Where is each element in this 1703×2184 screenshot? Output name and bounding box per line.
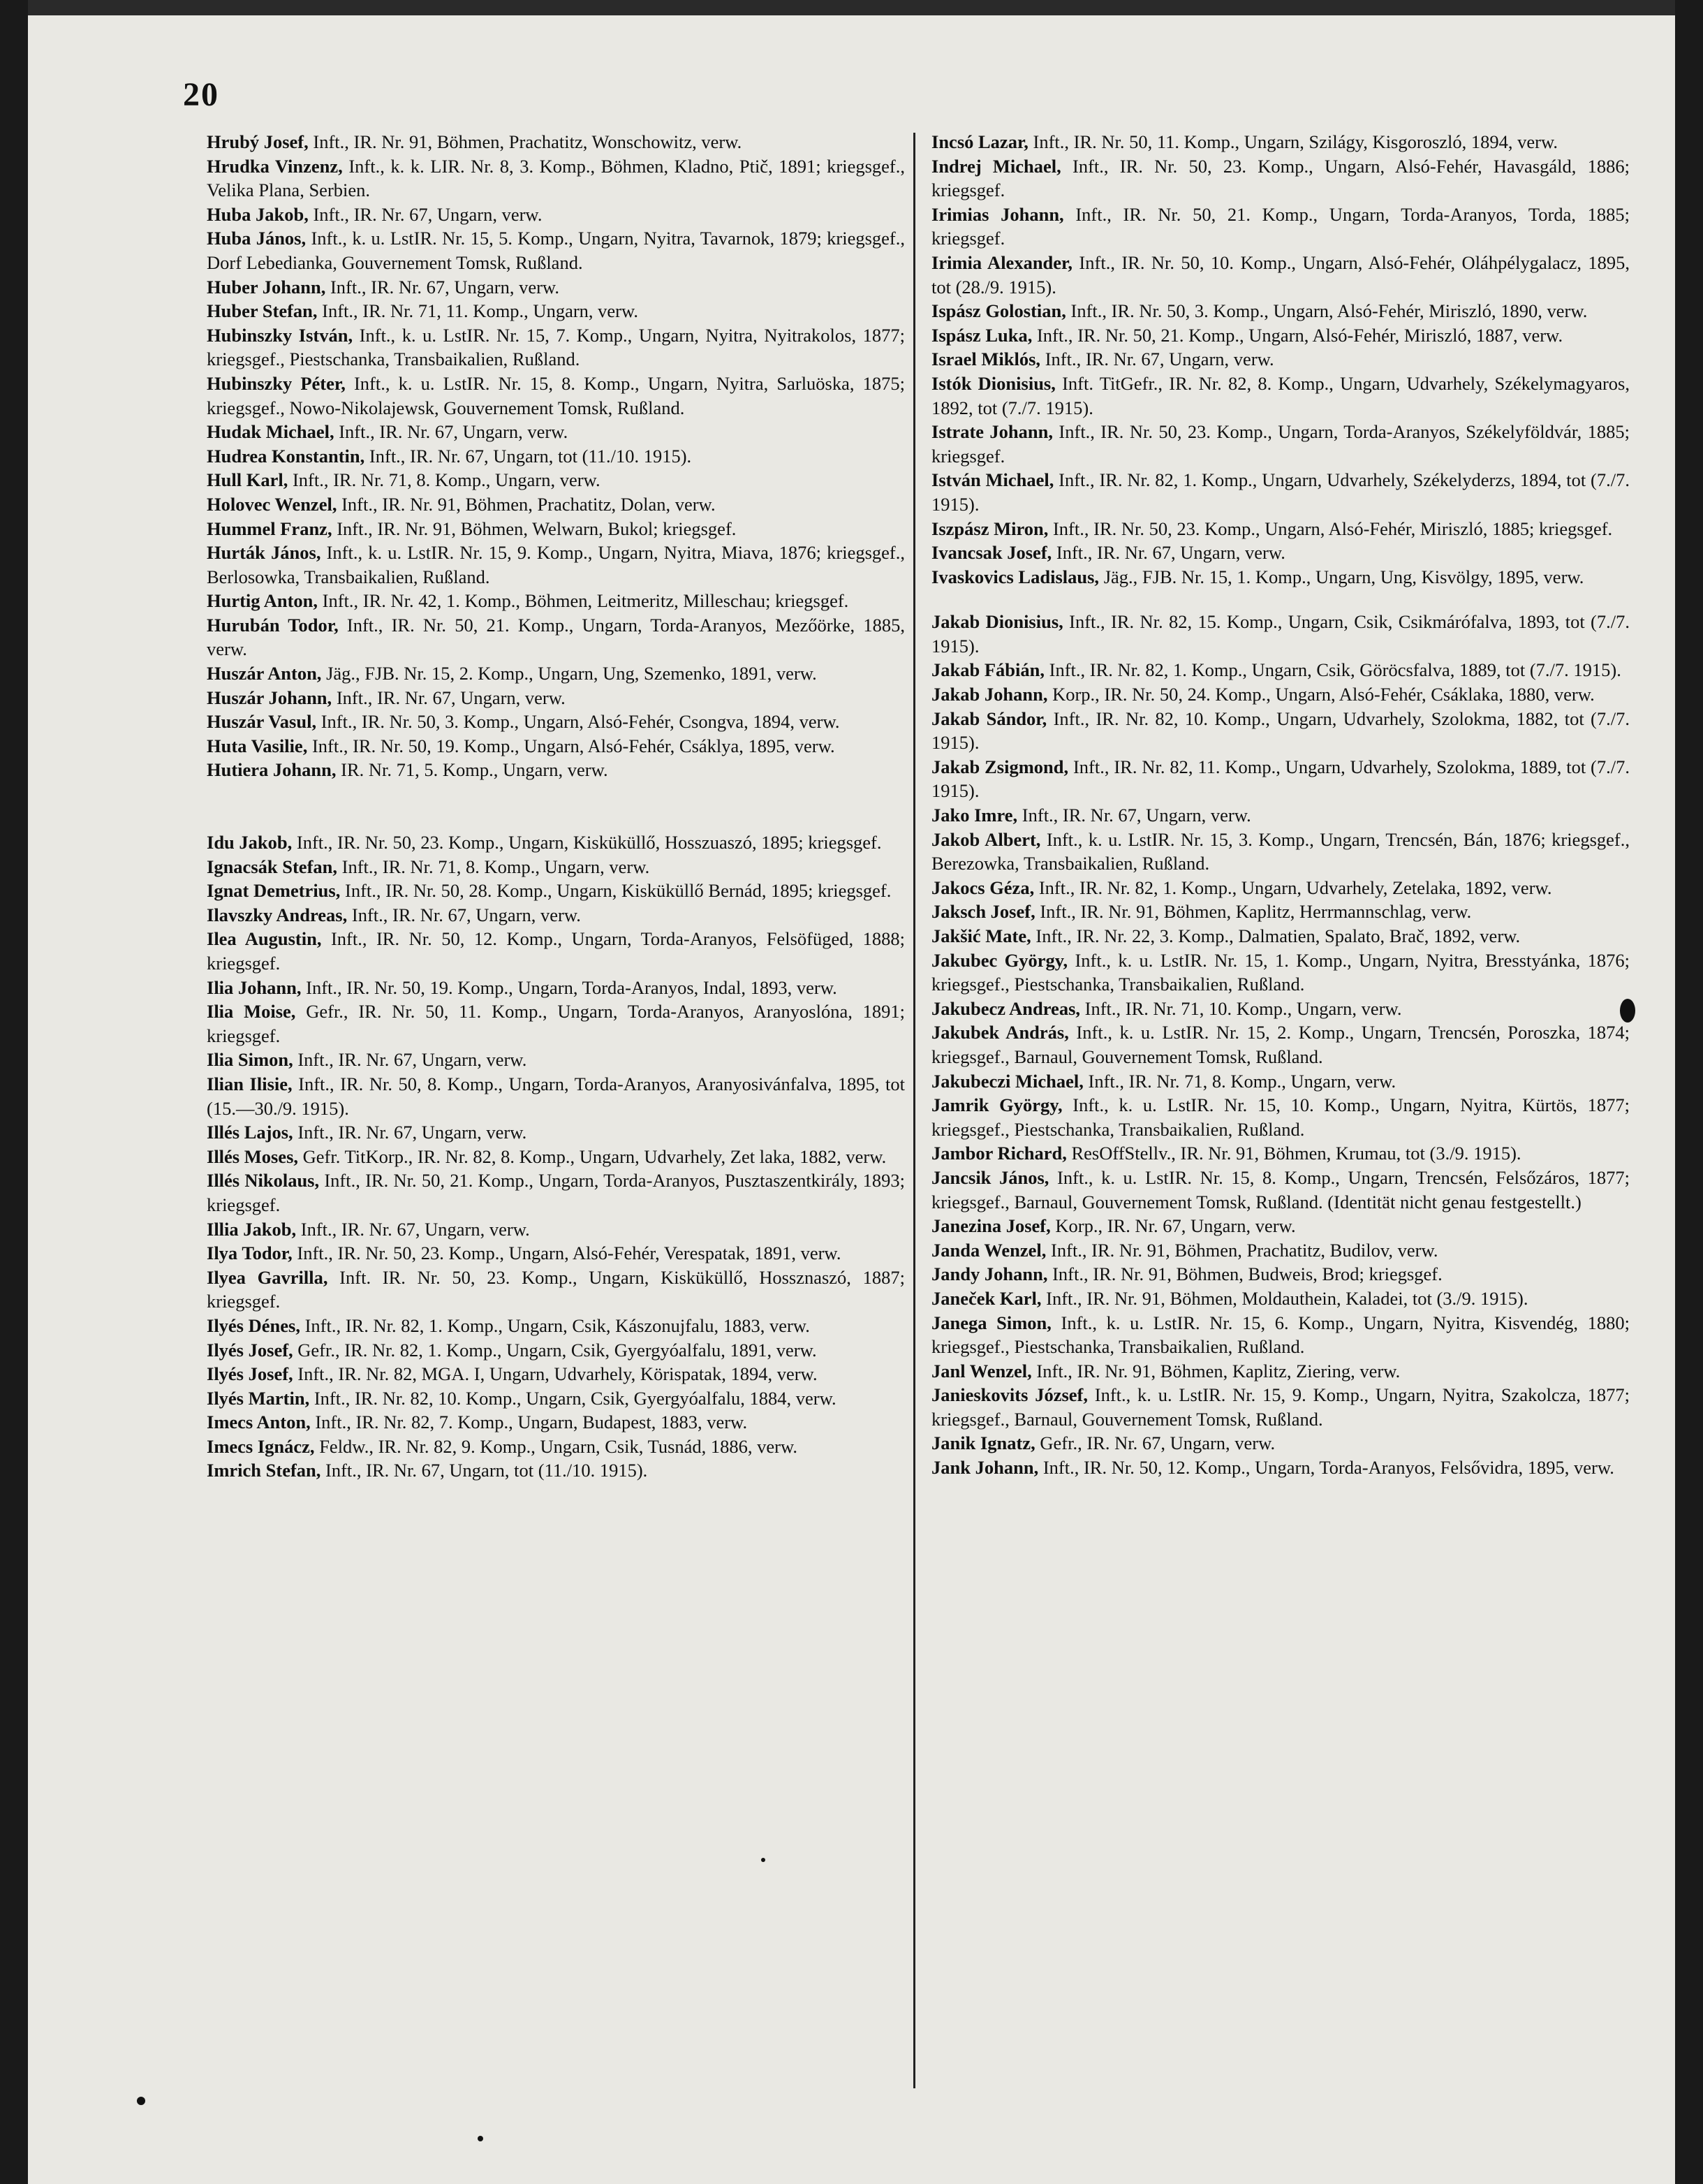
entry-name: Ilya Todor, [207,1243,293,1264]
entry-group-j [931,610,1630,1479]
entry-details: Inft., IR. Nr. 67, Ungarn, verw. [325,276,559,298]
entry-name: Ilyés Martin, [207,1387,310,1409]
register-entry [931,251,1630,299]
register-entry [207,492,905,517]
register-entry [207,927,905,975]
entry-details: Inft., k. u. LstIR. Nr. 15, 1. Komp., Ungarn, Nyitra, Bresstyánka, 1876; kriegsgef., Piestschanka, Transbaikalien, Rußland. [931,949,1630,995]
entry-details: Inft., IR. Nr. 71, 8. Komp., Ungarn, verw. [288,469,600,491]
entry-name: Ilea Augustin, [207,928,322,950]
register-entry [931,1166,1630,1214]
entry-name: Ilia Moise, [207,1001,296,1023]
entry-name: Ivancsak Josef, [931,542,1052,564]
entry-name: Hudrea Konstantin, [207,445,365,467]
register-entry [931,1069,1630,1094]
entry-name: Huszár Johann, [207,687,332,708]
entry-details: Inft., IR. Nr. 50, 19. Komp., Ungarn, Alsó-Fehér, Csáklya, 1895, verw. [307,735,835,756]
register-entry [207,1241,905,1266]
entry-details: Jäg., FJB. Nr. 15, 2. Komp., Ungarn, Ung, Szemenko, 1891, verw. [321,663,817,684]
register-entry [207,203,905,227]
entry-group-i [207,830,905,1483]
entry-details: Gefr., IR. Nr. 67, Ungarn, verw. [1035,1432,1276,1454]
entry-details: Inft., k. u. LstIR. Nr. 15, 8. Komp., Ungarn, Nyitra, Sarluöska, 1875; kriegsgef., Nowo-Nikolajewsk, Gouvernement Tomsk, Rußland. [207,372,905,418]
entry-name: Jank Johann, [931,1457,1039,1479]
register-entry [931,658,1630,682]
register-entry [931,1456,1630,1480]
entry-details: Inft., IR. Nr. 50, 19. Komp., Ungarn, Torda-Aranyos, Indal, 1893, verw. [301,976,837,998]
entry-details: Inft., IR. Nr. 91, Böhmen, Kaplitz, Herrmannschlag, verw. [1035,901,1472,923]
entry-details: Feldw., IR. Nr. 82, 9. Komp., Ungarn, Csik, Tusnád, 1886, verw. [314,1435,798,1457]
register-entry [931,517,1630,541]
entry-details: Inft., IR. Nr. 67, Ungarn, tot (11./10. 1915). [364,445,692,467]
entry-details: Inft., k. u. LstIR. Nr. 15, 6. Komp., Ungarn, Nyitra, Kisvendég, 1880; kriegsgef., Piestschanka, Transbaikalien, Rußland. [931,1312,1630,1358]
entry-name: Hull Karl, [207,469,288,491]
entry-details: Inft., IR. Nr. 22, 3. Komp., Dalmatien, Spalato, Brač, 1892, verw. [1031,925,1521,946]
entry-details: Gefr. TitKorp., IR. Nr. 82, 8. Komp., Ungarn, Udvarhely, Zet laka, 1882, verw. [298,1145,887,1167]
entry-details: Inft., k. u. LstIR. Nr. 15, 9. Komp., Ungarn, Nyitra, Miava, 1876; kriegsgef., Berlosowka, Transbaikalien, Rußland. [207,542,905,587]
register-entry [207,710,905,734]
entry-name: Jamrik György, [931,1094,1063,1116]
scan-border-left [0,0,28,2184]
entry-name: Imecs Ignácz, [207,1435,315,1457]
entry-details: Inft., IR. Nr. 82, 7. Komp., Ungarn, Budapest, 1883, verw. [310,1412,748,1433]
entry-name: Ilyea Gavrilla, [207,1266,328,1288]
entry-name: Ilyés Dénes, [207,1314,300,1336]
entry-details: Inft., IR. Nr. 91, Böhmen, Prachatitz, Dolan, verw. [337,493,716,515]
entry-name: Incsó Lazar, [931,131,1029,152]
entry-details: Inft., IR. Nr. 50, 8. Komp., Ungarn, Torda-Aranyos, Aranyosivánfalva, 1895, tot (15.—30./9. 1915). [207,1073,905,1119]
entry-details: Inft., k. u. LstIR. Nr. 15, 8. Komp., Ungarn, Trencsén, Felsőzáros, 1877; kriegsgef., Barnaul, Gouvernement Tomsk, Rußland. (Identität nicht genau festgestellt.) [931,1166,1630,1212]
entry-name: Ignat Demetrius, [207,880,341,902]
register-entry [207,130,905,154]
entry-name: Imrich Stefan, [207,1460,321,1481]
entry-details: IR. Nr. 71, 5. Komp., Ungarn, verw. [336,759,608,781]
entry-name: Jakubecz Andreas, [931,997,1081,1019]
register-entry [931,299,1630,323]
right-column [931,130,1630,1480]
entry-details: Inft., IR. Nr. 50, 11. Komp., Ungarn, Szilágy, Kisgoroszló, 1894, verw. [1028,131,1558,152]
entry-name: Jakocs Géza, [931,877,1035,898]
register-entry [931,468,1630,516]
entry-details: Inft., IR. Nr. 50, 3. Komp., Ungarn, Alsó-Fehér, Miriszló, 1890, verw. [1066,300,1588,322]
page-number: 20 [183,76,219,113]
entry-name: Jakubec György, [931,949,1068,971]
entry-name: Ilavszky Andreas, [207,904,348,925]
entry-name: Ilia Johann, [207,976,302,998]
entry-details: Inft., IR. Nr. 50, 3. Komp., Ungarn, Alsó-Fehér, Csongva, 1894, verw. [316,711,840,733]
register-entry [207,420,905,444]
ink-speck [478,2136,483,2141]
register-entry [207,1217,905,1242]
entry-details: Inft., IR. Nr. 50, 12. Komp., Ungarn, Torda-Aranyos, Felsővidra, 1895, verw. [1038,1457,1614,1479]
entry-details: Inft., IR. Nr. 67, Ungarn, verw. [334,421,568,443]
register-entry [207,323,905,372]
entry-details: Inft., IR. Nr. 91, Böhmen, Welwarn, Bukol; kriegsgef. [332,518,737,539]
entry-name: Ispász Luka, [931,324,1033,346]
register-entry [207,589,905,613]
register-entry [207,879,905,903]
entry-name: Huta Vasilie, [207,735,308,756]
register-entry [207,903,905,928]
entry-details: Inft., IR. Nr. 50, 28. Komp., Ungarn, Kisküküllő Bernád, 1895; kriegsgef. [340,880,892,902]
entry-details: Inft., IR. Nr. 82, 15. Komp., Ungarn, Csik, Csikmárófalva, 1893, tot (7./7. 1915). [931,611,1630,657]
entry-name: Jakubek András, [931,1022,1069,1043]
register-entry [207,830,905,855]
ink-speck [137,2097,145,2105]
register-entry [207,976,905,1000]
entry-name: Jakob Albert, [931,828,1041,850]
register-entry [931,1287,1630,1311]
entry-name: Illés Nikolaus, [207,1170,320,1192]
scan-border-right [1675,0,1703,2184]
entry-name: Janl Wenzel, [931,1360,1032,1382]
entry-name: Ivaskovics Ladislaus, [931,566,1100,587]
entry-name: Jakab Sándor, [931,708,1047,729]
register-entry [207,1266,905,1314]
entry-name: Hubinszky Péter, [207,372,346,394]
entry-name: Jakab Zsigmond, [931,756,1069,777]
register-entry [931,420,1630,468]
entry-name: Jakab Fábián, [931,659,1045,681]
entry-group-i-continued [931,130,1630,589]
entry-details: Inft., k. k. LIR. Nr. 8, 3. Komp., Böhmen, Kladno, Ptič, 1891; kriegsgef., Velika Plana, Serbien. [207,155,905,201]
register-entry [207,372,905,420]
section-gap [207,782,905,830]
register-entry [207,855,905,879]
entry-name: Janeček Karl, [931,1287,1042,1309]
register-entry [207,661,905,686]
register-entry [207,154,905,203]
register-entry [931,900,1630,924]
entry-details: Inft., IR. Nr. 50, 23. Komp., Ungarn, Kisküküllő, Hosszuaszó, 1895; kriegsgef. [292,832,882,853]
entry-details: Inft., IR. Nr. 67, Ungarn, verw. [347,904,581,925]
register-entry [207,999,905,1048]
entry-details: Inft., IR. Nr. 82, 10. Komp., Ungarn, Csik, Gyergyóalfalu, 1884, verw. [309,1387,836,1409]
register-entry [207,1458,905,1483]
entry-details: Korp., IR. Nr. 67, Ungarn, verw. [1050,1215,1296,1237]
entry-name: Huszár Anton, [207,663,322,684]
entry-name: Hrubý Josef, [207,131,309,152]
entry-name: Illia Jakob, [207,1218,297,1240]
entry-name: Jakab Johann, [931,684,1048,705]
entry-details: Inft., IR. Nr. 50, 23. Komp., Ungarn, Alsó-Fehér, Miriszló, 1885; kriegsgef. [1048,518,1613,539]
register-entry [931,203,1630,251]
entry-group-h [207,130,905,782]
entry-details: Inft., IR. Nr. 67, Ungarn, verw. [293,1122,527,1143]
entry-details: Inft., IR. Nr. 82, 1. Komp., Ungarn, Csik, Göröcsfalva, 1889, tot (7./7. 1915). [1045,659,1621,681]
entry-name: Illés Lajos, [207,1122,293,1143]
register-entry [207,1314,905,1338]
entry-details: Inft. TitGefr., IR. Nr. 82, 8. Komp., Ungarn, Udvarhely, Székelymagyaros, 1892, tot (7./7. 1915). [931,372,1630,418]
entry-details: Inft., IR. Nr. 91, Böhmen, Budweis, Brod; kriegsgef. [1047,1263,1443,1285]
entry-details: Inft., IR. Nr. 91, Böhmen, Kaplitz, Ziering, verw. [1031,1360,1401,1382]
ink-blot [1620,999,1635,1023]
entry-details: Inft., IR. Nr. 50, 23. Komp., Ungarn, Alsó-Fehér, Verespatak, 1891, verw. [292,1243,841,1264]
entry-details: Inft., IR. Nr. 50, 21. Komp., Ungarn, Torda-Aranyos, Torda, 1885; kriegsgef. [931,203,1630,249]
register-entry [207,468,905,492]
entry-name: Idu Jakob, [207,832,293,853]
register-entry [207,1048,905,1072]
entry-name: Hurták János, [207,542,321,564]
entry-name: Hubinszky István, [207,324,353,346]
entry-name: István Michael, [931,469,1054,491]
register-entry [931,997,1630,1021]
register-entry [931,372,1630,420]
register-entry [931,948,1630,997]
entry-details: Inft., k. u. LstIR. Nr. 15, 9. Komp., Ungarn, Nyitra, Szakolcza, 1877; kriegsgef., Barnaul, Gouvernement Tomsk, Rußland. [931,1384,1630,1430]
entry-details: Inft., IR. Nr. 82, 1. Komp., Ungarn, Csik, Kászonujfalu, 1883, verw. [300,1314,810,1336]
register-entry [931,828,1630,876]
entry-details: ResOffStellv., IR. Nr. 91, Böhmen, Krumau, tot (3./9. 1915). [1066,1143,1521,1164]
entry-details: Inft., IR. Nr. 82, 1. Komp., Ungarn, Udvarhely, Székelyderzs, 1894, tot (7./7. 1915). [931,469,1630,515]
entry-name: Hurubán Todor, [207,614,339,636]
entry-details: Inft., IR. Nr. 50, 21. Komp., Ungarn, Alsó-Fehér, Miriszló, 1887, verw. [1032,324,1563,346]
register-entry [931,707,1630,755]
left-column [207,130,905,1483]
entry-name: Ispász Golostian, [931,300,1066,322]
register-entry [931,610,1630,658]
entry-name: Irimias Johann, [931,203,1064,225]
register-entry [931,682,1630,707]
entry-details: Inft., IR. Nr. 50, 23. Komp., Ungarn, Torda-Aranyos, Székelyföldvár, 1885; kriegsgef. [931,421,1630,467]
register-entry [207,1145,905,1169]
entry-details: Inft., k. u. LstIR. Nr. 15, 5. Komp., Ungarn, Nyitra, Tavarnok, 1879; kriegsgef., Dorf Lebedianka, Gouvernement Tomsk, Rußland. [207,228,906,273]
register-entry [931,1214,1630,1238]
entry-name: Huba Jakob, [207,203,309,225]
register-entry [931,1020,1630,1069]
entry-details: Korp., IR. Nr. 50, 24. Komp., Ungarn, Alsó-Fehér, Csáklaka, 1880, verw. [1047,684,1595,705]
register-entry [207,1072,905,1120]
entry-name: Ilia Simon, [207,1049,293,1071]
entry-details: Inft., IR. Nr. 71, 10. Komp., Ungarn, verw. [1080,997,1402,1019]
register-entry [931,1262,1630,1287]
register-entry [207,275,905,300]
register-entry [207,613,905,661]
entry-name: Huber Stefan, [207,300,318,322]
entry-details: Inft., k. u. LstIR. Nr. 15, 10. Komp., Ungarn, Nyitra, Kürtös, 1877; kriegsgef., Piestschanka, Transbaikalien, Rußland. [931,1094,1630,1140]
register-entry [931,154,1630,203]
register-entry [931,1383,1630,1431]
entry-name: Hummel Franz, [207,518,332,539]
entry-details: Inft., IR. Nr. 91, Böhmen, Moldauthein, Kaladei, tot (3./9. 1915). [1041,1287,1528,1309]
column-divider [913,133,915,2088]
entry-name: Janik Ignatz, [931,1432,1035,1454]
entry-name: Irimia Alexander, [931,251,1073,273]
entry-name: Hrudka Vinzenz, [207,155,343,177]
register-entry [207,686,905,710]
register-entry [207,1168,905,1217]
entry-name: Hudak Michael, [207,421,334,443]
entry-details: Inft., k. u. LstIR. Nr. 15, 3. Komp., Ungarn, Trencsén, Bán, 1876; kriegsgef., Berezowka, Transbaikalien, Rußland. [931,828,1630,874]
entry-name: Hutiera Johann, [207,759,337,781]
entry-name: Holovec Wenzel, [207,493,337,515]
entry-details: Inft., IR. Nr. 67, Ungarn, verw. [1052,542,1285,564]
entry-name: Huba János, [207,228,307,249]
entry-details: Inft., IR. Nr. 50, 21. Komp., Ungarn, Torda-Aranyos, Mezőörke, 1885, verw. [207,614,905,660]
register-entry [207,541,905,589]
register-entry [207,444,905,469]
entry-name: Ignacsák Stefan, [207,856,338,877]
ink-speck [761,1858,765,1862]
entry-details: Inft., IR. Nr. 91, Böhmen, Prachatitz, Wonschowitz, verw. [308,131,742,152]
entry-details: Inft., IR. Nr. 71, 8. Komp., Ungarn, verw. [1083,1070,1396,1092]
register-entry [931,1141,1630,1166]
entry-name: Janieskovits József, [931,1384,1088,1406]
register-entry [207,1362,905,1386]
register-entry [207,1386,905,1411]
entry-name: Israel Miklós, [931,349,1041,370]
entry-details: Jäg., FJB. Nr. 15, 1. Komp., Ungarn, Ung, Kisvölgy, 1895, verw. [1099,566,1584,587]
entry-details: Inft., IR. Nr. 50, 21. Komp., Ungarn, Torda-Aranyos, Pusztaszentkirály, 1893; kriegsgef. [207,1170,905,1215]
entry-details: Inft., IR. Nr. 67, Ungarn, verw. [308,203,543,225]
entry-name: Janega Simon, [931,1312,1052,1333]
register-entry [207,1120,905,1145]
register-entry [931,565,1630,589]
entry-details: Inft. IR. Nr. 50, 23. Komp., Ungarn, Kisküküllő, Hossznaszó, 1887; kriegsgef. [207,1266,905,1312]
entry-name: Indrej Michael, [931,155,1061,177]
entry-details: Inft., IR. Nr. 67, Ungarn, verw. [1040,349,1274,370]
entry-details: Inft., IR. Nr. 42, 1. Komp., Böhmen, Leitmeritz, Milleschau; kriegsgef. [318,590,849,612]
register-entry [931,323,1630,348]
entry-details: Inft., k. u. LstIR. Nr. 15, 7. Komp., Ungarn, Nyitra, Nyitrakolos, 1877; kriegsgef., Piestschanka, Transbaikalien, Rußland. [207,324,905,370]
entry-name: Ilyés Josef, [207,1363,293,1385]
entry-details: Inft., IR. Nr. 50, 10. Komp., Ungarn, Alsó-Fehér, Oláhpélygalacz, 1895, tot (28./9. 1915). [931,251,1630,298]
entry-details: Inft., IR. Nr. 71, 11. Komp., Ungarn, verw. [317,300,639,322]
entry-name: Jakubeczi Michael, [931,1070,1084,1092]
entry-name: Imecs Anton, [207,1412,311,1433]
register-entry [207,1338,905,1363]
entry-details: Inft., IR. Nr. 71, 8. Komp., Ungarn, verw. [337,856,650,877]
register-entry [931,924,1630,948]
register-entry [931,876,1630,900]
entry-name: Iszpász Miron, [931,518,1049,539]
entry-details: Inft., IR. Nr. 82, 10. Komp., Ungarn, Udvarhely, Szolokma, 1882, tot (7./7. 1915). [931,708,1630,754]
entry-details: Inft., IR. Nr. 67, Ungarn, verw. [332,687,566,708]
entry-name: Jakab Dionisius, [931,611,1063,633]
entry-details: Inft., IR. Nr. 82, 1. Komp., Ungarn, Udvarhely, Zetelaka, 1892, verw. [1034,877,1552,898]
register-entry [207,226,905,274]
entry-name: Jandy Johann, [931,1263,1048,1285]
register-entry [931,1093,1630,1141]
entry-details: Inft., IR. Nr. 67, Ungarn, verw. [1017,805,1251,826]
entry-details: Inft., k. u. LstIR. Nr. 15, 2. Komp., Ungarn, Trencsén, Poroszka, 1874; kriegsgef., Barnaul, Gouvernement Tomsk, Rußland. [931,1022,1630,1067]
register-entry [931,347,1630,372]
entry-name: Istrate Johann, [931,421,1054,443]
register-entry [931,803,1630,828]
entry-name: Istók Dionisius, [931,372,1056,394]
entry-name: Jakšić Mate, [931,925,1031,946]
entry-name: Huszár Vasul, [207,711,317,733]
register-entry [931,755,1630,803]
entry-details: Inft., IR. Nr. 91, Böhmen, Prachatitz, Budilov, verw. [1046,1239,1438,1261]
entry-name: Jako Imre, [931,805,1018,826]
register-entry [931,1238,1630,1263]
entry-details: Inft., IR. Nr. 67, Ungarn, tot (11./10. 1915). [320,1460,648,1481]
register-entry [207,1410,905,1435]
entry-name: Hurtig Anton, [207,590,318,612]
entry-details: Gefr., IR. Nr. 82, 1. Komp., Ungarn, Csik, Gyergyóalfalu, 1891, verw. [293,1339,817,1361]
entry-name: Jambor Richard, [931,1143,1067,1164]
register-entry [931,1359,1630,1384]
register-entry [931,541,1630,565]
entry-name: Huber Johann, [207,276,326,298]
register-entry [207,517,905,541]
entry-details: Gefr., IR. Nr. 50, 11. Komp., Ungarn, Torda-Aranyos, Aranyoslóna, 1891; kriegsgef. [207,1001,905,1046]
entry-details: Inft., IR. Nr. 67, Ungarn, verw. [296,1218,530,1240]
scan-border-top [0,0,1703,15]
register-entry [207,758,905,782]
entry-details: Inft., IR. Nr. 67, Ungarn, verw. [293,1049,527,1071]
entry-name: Jancsik János, [931,1166,1049,1188]
entry-details: Inft., IR. Nr. 50, 23. Komp., Ungarn, Alsó-Fehér, Havasgáld, 1886; kriegsgef. [931,155,1630,201]
register-entry [931,1311,1630,1359]
register-entry [207,299,905,323]
register-entry [931,1431,1630,1456]
entry-name: Ilian Ilisie, [207,1073,293,1094]
entry-details: Inft., IR. Nr. 82, MGA. I, Ungarn, Udvarhely, Körispatak, 1894, verw. [293,1363,818,1385]
entry-details: Inft., IR. Nr. 82, 11. Komp., Ungarn, Udvarhely, Szolokma, 1889, tot (7./7. 1915). [931,756,1630,802]
register-entry [931,130,1630,154]
entry-name: Ilyés Josef, [207,1339,293,1361]
register-entry [207,734,905,758]
section-gap [931,589,1630,610]
entry-details: Inft., IR. Nr. 50, 12. Komp., Ungarn, Torda-Aranyos, Felsöfüged, 1888; kriegsgef. [207,928,905,974]
entry-name: Illés Moses, [207,1145,299,1167]
entry-name: Jaksch Josef, [931,901,1035,923]
register-entry [207,1435,905,1459]
entry-name: Janezina Josef, [931,1215,1051,1237]
entry-name: Janda Wenzel, [931,1239,1047,1261]
